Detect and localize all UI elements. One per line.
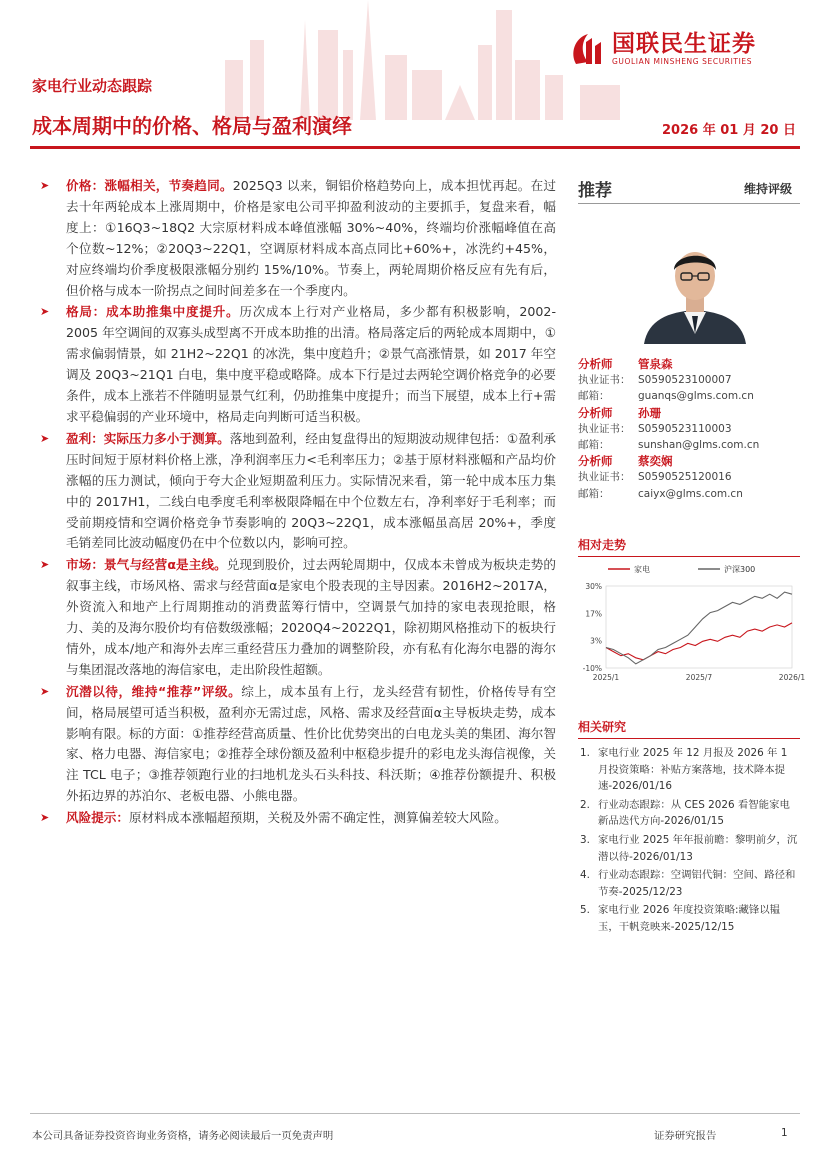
header-divider: [30, 146, 800, 149]
page-number: 1: [781, 1127, 788, 1139]
analyst-cert: S0590525120016: [638, 471, 732, 484]
legend-label: 家电: [634, 565, 650, 574]
analyst-email[interactable]: guanqs@glms.com.cn: [638, 390, 754, 403]
analyst-name: 蔡奕娴: [638, 454, 673, 469]
arrow-icon: ➤: [40, 431, 50, 445]
research-item[interactable]: 3. 家电行业 2025 年年报前瞻：黎明前夕，沉潜以待-2026/01/13: [580, 833, 798, 863]
analyst-email[interactable]: caiyx@glms.com.cn: [638, 487, 743, 500]
analyst-email[interactable]: sunshan@glms.com.cn: [638, 439, 760, 452]
y-tick-label: -10%: [582, 664, 602, 673]
research-item[interactable]: 5. 家电行业 2026 年度投资策略:藏锋以韫玉，干帆竞映来-2025/12/15: [580, 904, 781, 933]
y-tick-label: 17%: [585, 609, 602, 619]
research-item[interactable]: 2. 行业动态跟踪：从 CES 2026 看智能家电新品迭代方向-2026/01/15: [580, 798, 790, 828]
analyst-cert: S0590523110003: [638, 422, 732, 435]
research-item[interactable]: 4. 行业动态跟踪：空调铝代铜：空间、路径和节奏-2025/12/23: [580, 869, 796, 898]
analyst-list: [578, 356, 800, 502]
brand-name-en: GUOLIAN MINSHENG SECURITIES: [612, 57, 753, 66]
report-title: 成本周期中的价格、格局与盈利演绎: [32, 114, 352, 138]
brand-name-cn: 国联民生证券: [612, 31, 756, 57]
paragraph-recommend: ➤ 沉潜以待，维持“推荐”评级。综上，成本虽有上行，龙头经营有韧性，价格传导有空间，格局展望可适当积极，盈利亦无需过虑，风格、需求及经营面α主导板块走势，成本影响有限。标的方面：①推荐经营高质量、性价比优势突出的白电龙头美的集团、海尔智家、格力电器、海信家电；②推荐全球份额及盈利中枢稳步提升的彩电龙头海信视像，关注 TCL 电子；③推荐领跑行业的扫地机龙头石头科技、科沃斯；④推荐份额提升、积极外拓边界的苏泊尔、老板电器、小熊电器。: [40, 683, 557, 804]
footer-divider: [30, 1113, 800, 1114]
footer-doc-type: 证券研究报告: [654, 1130, 717, 1142]
series-line-csi300: [606, 592, 792, 664]
analyst-cert: S0590523100007: [638, 374, 732, 387]
analyst-entry: 分析师 蔡奕娴 执业证书： S0590525120016 邮箱： caiyx@glms.com.cn: [578, 453, 800, 502]
main-content: [38, 176, 556, 830]
arrow-icon: ➤: [40, 179, 50, 192]
paragraph-price: ➤ 价格：涨幅相关，节奏趋同。2025Q3 以来，铜铝价格趋势向上，成本担忧再起。在过去十年两轮成本上涨周期中，价格是家电公司平抑盈利波动的主要抓手，复盘来看，幅度上：①16Q3~18Q2 大宗原材料成本峰值涨幅 30%~40%，终端均价涨幅峰值在高个位数~12%；②20Q3~22Q1，空调原材料成本高点同比+60%+，冰洗约+45%，对应终端均价季度极限涨幅分别约 15%/10%。节奏上，两轮周期价格反应有先有后，但价格与成本一阶拐点之间时间差多在一个季度内。: [40, 178, 557, 298]
y-tick-label: 3%: [590, 636, 602, 646]
x-tick-label: 2025/7: [685, 673, 713, 682]
logo-icon: [566, 28, 608, 70]
analyst-entry: 分析师 管泉森 执业证书： S0590523100007 邮箱： guanqs@glms.com.cn: [578, 356, 800, 405]
arrow-icon: ➤: [40, 811, 50, 825]
arrow-icon: ➤: [40, 558, 50, 572]
relative-trend-chart: [578, 560, 806, 694]
related-research: [578, 718, 800, 938]
rating-status: 维持评级: [743, 182, 792, 196]
brand-logo: [566, 28, 756, 70]
report-type: 家电行业动态跟踪: [32, 77, 153, 95]
paragraph-profit: ➤ 盈利：实际压力多小于测算。落地到盈利，经由复盘得出的短期波动规律包括：①盈利承压时间短于原材料价格上涨，净利润率压力<毛利率压力；②基于原材料涨幅和产品均价涨幅的压力测试，倾向于夸大企业短期盈利压力。实际情况来看，第一轮中成本压力集中的 2017H1，二线白电季度毛利率极限降幅在中个位数左右，净利率好于毛利率；而受前期疫情和空调价格竞争节奏影响的 20Q3~22Q1，成本涨幅虽高居 20%+，季度毛销差同比波动幅度仍在中个位数以内，影响可控。: [40, 430, 557, 551]
arrow-icon: ➤: [40, 305, 50, 319]
paragraph-risk: ➤ 风险提示：原材料成本涨幅超预期，关税及外需不确定性，测算偏差较大风险。: [38, 808, 556, 829]
research-item[interactable]: 1. 家电行业 2025 年 12 月报及 2026 年 1 月投资策略：补贴方案落地，技术降本提速-2026/01/16: [580, 747, 788, 793]
trend-title: 相对走势: [578, 536, 800, 557]
analyst-name: 孙珊: [638, 405, 661, 420]
analyst-photo: [634, 234, 756, 344]
research-list: [578, 745, 800, 936]
y-tick-label: 30%: [585, 582, 602, 591]
research-title: 相关研究: [578, 718, 800, 739]
arrow-icon: ➤: [40, 684, 50, 698]
rating: 推荐: [578, 181, 612, 201]
footer-disclaimer: 本公司具备证券投资咨询业务资格，请务必阅读最后一页免责声明: [32, 1130, 334, 1142]
paragraph-landscape: ➤ 格局：成本助推集中度提升。历次成本上行对产业格局，多少都有积极影响，2002-2005 年空调间的双寡头成型离不开成本助推的出清。格局落定后的两轮成本周期中，①需求偏弱情景，如 21H2~22Q1 的冰洗，集中度趋升；②景气高涨情景，如 2017 年空调及 20Q3~21Q1 白电，集中度平稳或略降。成本下行是过去两轮空调价格竞争的必要条件，成本上涨若不伴随明显景气红利，仍助推集中度提升；而当下展望，成本上行+需求平稳偏弱的产业环境中，格局走向判断可适当积极。: [40, 304, 556, 424]
report-date: 2026 年 01 月 20 日: [662, 123, 796, 138]
legend-label: 沪深300: [724, 565, 756, 574]
analyst-name: 管泉森: [638, 357, 673, 371]
paragraph-market: ➤ 市场：景气与经营α是主线。兑现到股价，过去两轮周期中，仅成本未曾成为板块走势的叙事主线，市场风格、需求与经营面α是家电个股表现的主导因素。2016H2~2017A，外资流入和地产上行周期推动的消费蓝筹行情中，空调景气加持的家电表现抢眼，格力、美的及海尔股价均有倍数级涨幅；2020Q4~2022Q1，除初期风格推动下的板块行情外，成本/地产和海外去库三重经营压力叠加的调整阶段，亦有私有化海尔电器的海尔与集团混改落地的海信家电，走出阶段性超额。: [40, 557, 557, 677]
plot-frame: [606, 586, 792, 668]
x-tick-label: 2026/1: [778, 673, 806, 682]
rating-box: [578, 170, 800, 204]
series-line-appliance: [606, 623, 792, 660]
analyst-entry: 分析师 孙珊 执业证书： S0590523110003 邮箱： sunshan@glms.com.cn: [578, 405, 800, 454]
x-tick-label: 2025/1: [592, 673, 620, 682]
sidebar: [578, 170, 806, 933]
